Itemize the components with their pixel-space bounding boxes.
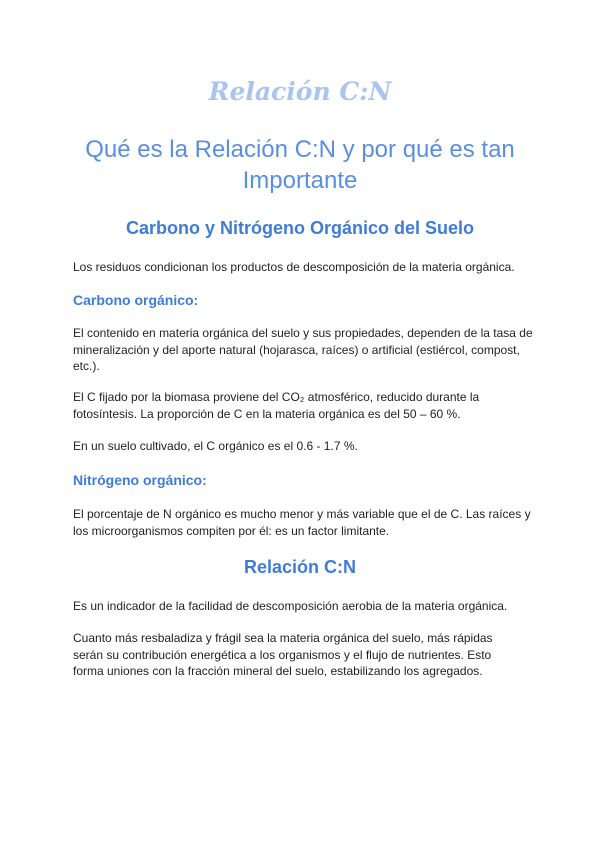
relacion-paragraph-1: Es un indicador de la facilidad de descomposición aerobia de la materia orgánica. xyxy=(73,599,508,613)
nitrogeno-paragraph-1: El porcentaje de N orgánico es mucho menor y más variable que el de C. Las raíces y los microorganismos compiten por él: es un factor limitante. xyxy=(73,507,531,538)
carbono-paragraph-3: En un suelo cultivado, el C orgánico es el 0.6 - 1.7 %. xyxy=(73,439,358,453)
section-heading-relacion-cn: Relación C:N xyxy=(243,557,357,577)
carbono-paragraph-2: El C fijado por la biomasa proviene del CO₂ atmosférico, reducido durante la fotosíntesis. La proporción de C en la materia orgánica es del 50 – 60 %. xyxy=(73,390,480,421)
document-title: Relación C:N xyxy=(208,77,392,106)
intro-paragraph: Los residuos condicionan los productos de descomposición de la materia orgánica. xyxy=(73,260,515,274)
carbono-paragraph-1: El contenido en materia orgánica del suelo y sus propiedades, dependen de la tasa de mineralización y del aporte natural (hojarasca, raíces) o artificial (estiércol, compost, etc.). xyxy=(73,326,533,373)
subheading-carbono-organico: Carbono orgánico: xyxy=(73,292,199,308)
section-heading-carbono-nitrogeno: Carbono y Nitrógeno Orgánico del Suelo xyxy=(125,218,475,238)
main-heading: Qué es la Relación C:N y por qué es tan Importante xyxy=(85,136,515,194)
relacion-paragraph-2: Cuanto más resbaladiza y frágil sea la materia orgánica del suelo, más rápidas serán su contribución energética a los organismos y el flujo de nutrientes. Esto forma uniones con la fracción mineral del suelo, estabilizando los agregados. xyxy=(73,631,493,678)
subheading-nitrogeno-organico: Nitrógeno orgánico: xyxy=(73,472,207,488)
